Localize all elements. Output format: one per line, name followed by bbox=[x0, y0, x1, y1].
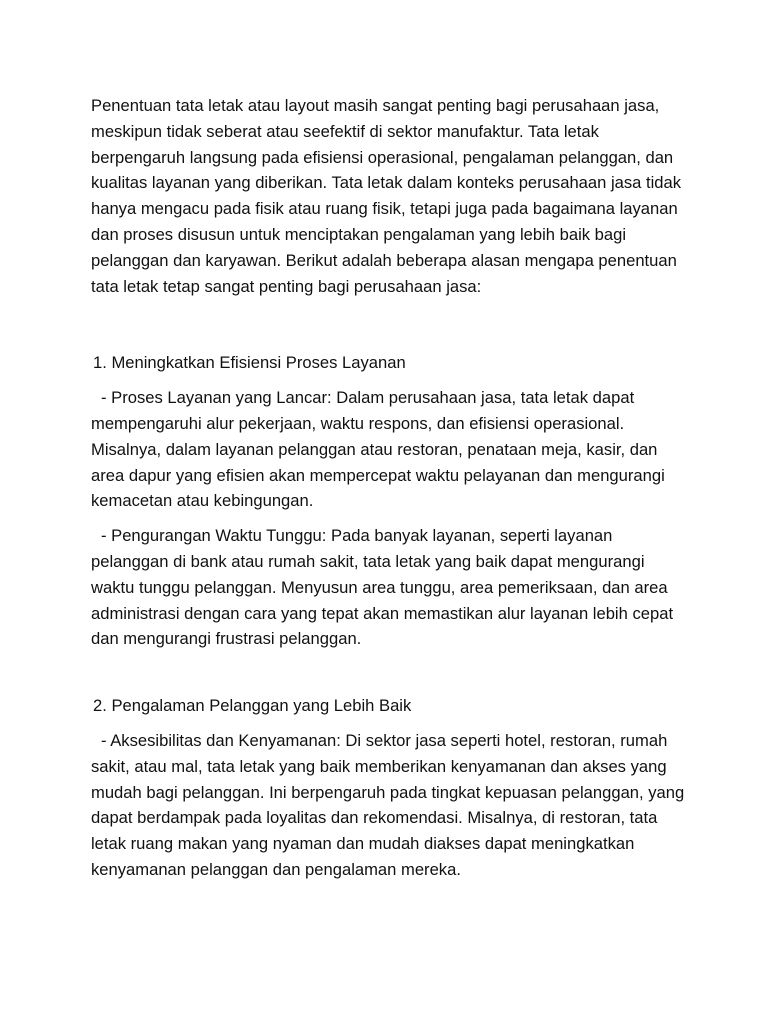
section-2 bbox=[91, 693, 688, 883]
intro-paragraph: Penentuan tata letak atau layout masih sangat penting bagi perusahaan jasa, meskipun tidak seberat atau seefektif di sektor manufaktur. Tata letak berpengaruh langsung pada efisiensi operasional, pengalaman pelanggan, dan kualitas layanan yang diberikan. Tata letak dalam konteks perusahaan jasa tidak hanya mengacu pada fisik atau ruang fisik, tetapi juga pada bagaimana layanan dan proses disusun untuk menciptakan pengalaman yang lebih baik bagi pelanggan dan karyawan. Berikut adalah beberapa alasan mengapa penentuan tata letak tetap sangat penting bagi perusahaan jasa: bbox=[91, 96, 682, 296]
section-paragraph: - Proses Layanan yang Lancar: Dalam perusahaan jasa, tata letak dapat mempengaruhi alur pekerjaan, waktu respons, dan efisiensi operasional. Misalnya, dalam layanan pelanggan atau restoran, penataan meja, kasir, dan area dapur yang efisien akan mempercepat waktu pelayanan dan mengurangi kemacetan atau kebingungan. bbox=[91, 388, 665, 511]
section-paragraph: - Aksesibilitas dan Kenyamanan: Di sektor jasa seperti hotel, restoran, rumah sakit, atau mal, tata letak yang baik memberikan kenyamanan dan akses yang mudah bagi pelanggan. Ini berpengaruh pada tingkat kepuasan pelanggan, yang dapat berdampak pada loyalitas dan rekomendasi. Misalnya, di restoran, tata letak ruang makan yang nyaman dan mudah diakses dapat meningkatkan kenyamanan pelanggan dan pengalaman mereka. bbox=[91, 730, 685, 879]
section-heading: 2. Pengalaman Pelanggan yang Lebih Baik bbox=[93, 696, 412, 716]
section-paragraph: - Pengurangan Waktu Tunggu: Pada banyak layanan, seperti layanan pelanggan di bank atau rumah sakit, tata letak yang baik dapat mengurangi waktu tunggu pelanggan. Menyusun area tunggu, area pemeriksaan, dan area administrasi dengan cara yang tepat akan memastikan alur layanan lebih cepat dan mengurangi frustrasi pelanggan. bbox=[91, 526, 674, 649]
section-1 bbox=[91, 350, 688, 652]
section-heading: 1. Meningkatkan Efisiensi Proses Layanan bbox=[93, 353, 406, 373]
